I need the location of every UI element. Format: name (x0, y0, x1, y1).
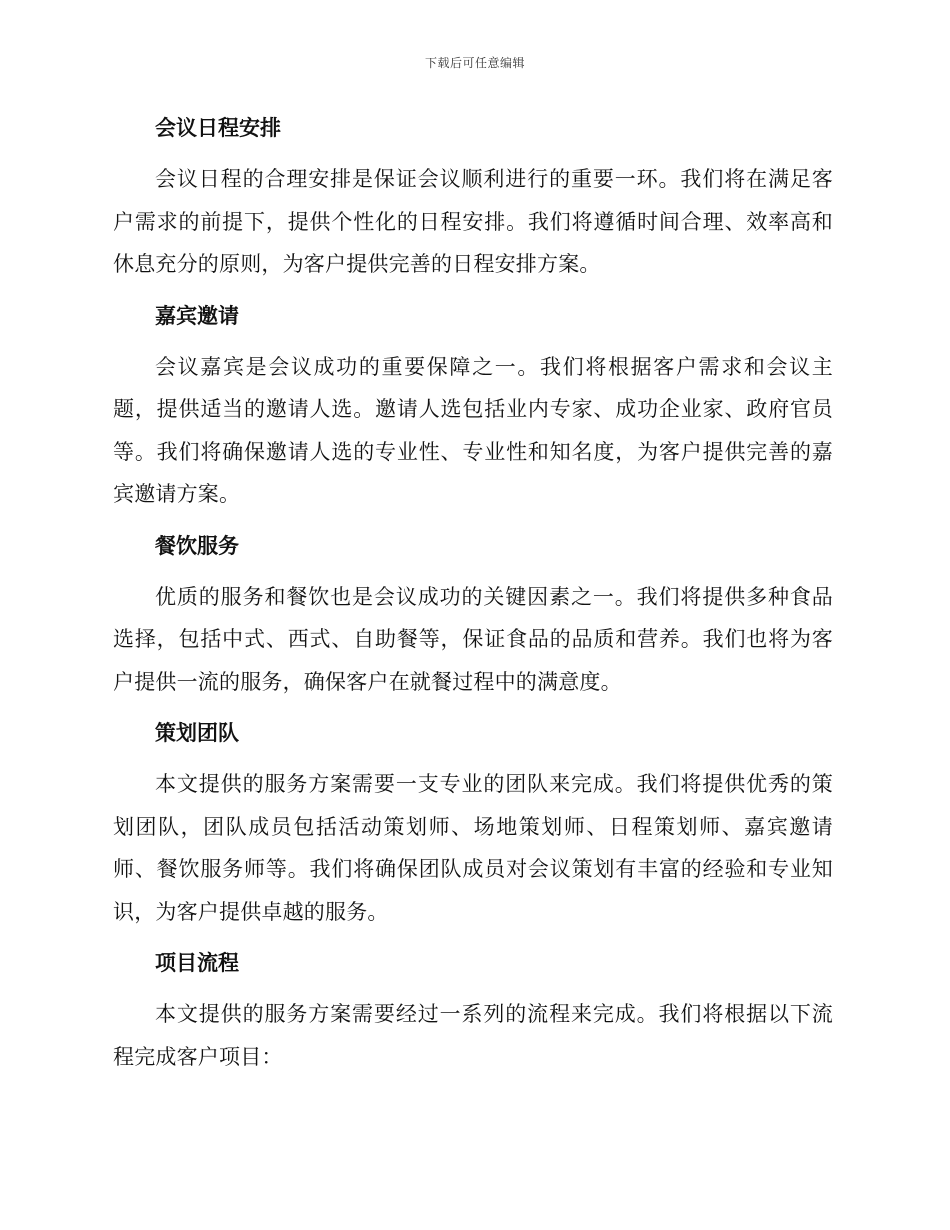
section-project-process (113, 943, 833, 1078)
section-planning-team (113, 713, 833, 933)
section-heading: 餐饮服务 (155, 533, 239, 558)
section-heading: 嘉宾邀请 (155, 303, 239, 328)
section-paragraph: 本文提供的服务方案需要经过一系列的流程来完成。我们将根据以下流程完成客户项目： (113, 1002, 833, 1069)
section-paragraph: 本文提供的服务方案需要一支专业的团队来完成。我们将提供优秀的策划团队，团队成员包括活动策划师、场地策划师、日程策划师、嘉宾邀请师、餐饮服务师等。我们将确保团队成员对会议策划有丰富的经验和专业知识，为客户提供卓越的服务。 (113, 772, 833, 924)
section-paragraph: 会议日程的合理安排是保证会议顺利进行的重要一环。我们将在满足客户需求的前提下，提供个性化的日程安排。我们将遵循时间合理、效率高和休息充分的原则，为客户提供完善的日程安排方案。 (113, 167, 833, 276)
section-heading: 会议日程安排 (155, 116, 281, 140)
section-schedule (113, 108, 833, 286)
section-catering (113, 526, 833, 704)
section-guest-invitation (113, 296, 833, 516)
document-body (113, 108, 833, 1088)
section-heading: 项目流程 (155, 951, 239, 975)
section-heading: 策划团队 (155, 721, 239, 745)
section-paragraph: 优质的服务和餐饮也是会议成功的关键因素之一。我们将提供多种食品选择，包括中式、西式、自助餐等，保证食品的品质和营养。我们也将为客户提供一流的服务，确保客户在就餐过程中的满意度。 (113, 584, 833, 694)
page-header: 下载后可任意编辑 (424, 56, 525, 70)
section-paragraph: 会议嘉宾是会议成功的重要保障之一。我们将根据客户需求和会议主题，提供适当的邀请人选。邀请人选包括业内专家、成功企业家、政府官员等。我们将确保邀请人选的专业性、专业性和知名度，为客户提供完善的嘉宾邀请方案。 (113, 354, 833, 506)
